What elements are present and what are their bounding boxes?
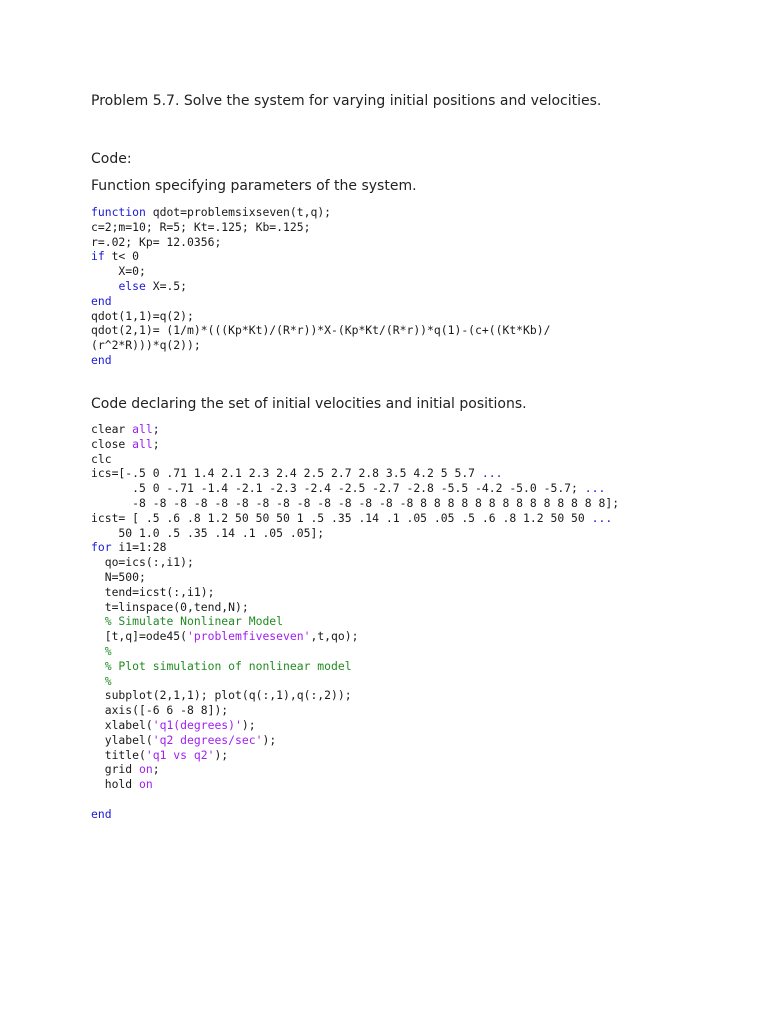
code-string: all xyxy=(132,422,153,436)
code-keyword: else xyxy=(118,278,146,293)
code-line xyxy=(91,279,550,294)
code-line xyxy=(91,249,550,264)
code-line xyxy=(91,309,550,324)
code-line xyxy=(91,644,619,659)
code-keyword: end xyxy=(91,352,112,367)
code-line xyxy=(91,511,619,526)
code-line xyxy=(91,264,550,279)
code-text: t=linspace(0,tend,N); xyxy=(91,599,249,614)
code-line xyxy=(91,762,619,777)
code-text: axis([-6 6 -8 8]); xyxy=(91,703,229,718)
code-comment: % Plot simulation of nonlinear model xyxy=(104,658,352,673)
code-text: N=500; xyxy=(91,569,146,584)
code-line xyxy=(91,220,550,235)
code-comment: % Simulate Nonlinear Model xyxy=(104,614,284,629)
code-line xyxy=(91,353,550,368)
code-text: X=0; xyxy=(91,264,146,279)
code-text: (r^2*R)))*q(2)); xyxy=(91,338,201,353)
code-text: close xyxy=(91,436,133,451)
code-line xyxy=(91,718,619,733)
code-text: qdot=problemsixseven(t,q); xyxy=(145,205,332,219)
code-keyword: if xyxy=(91,249,105,264)
code-line xyxy=(91,526,619,541)
code-text: -8 -8 -8 -8 -8 -8 -8 -8 -8 -8 -8 -8 -8 -8 8 8 8 8 8 8 8 8 8 8 8 8 8 8]; xyxy=(91,495,620,510)
code-line xyxy=(91,323,550,338)
code-line xyxy=(91,452,619,467)
code-line xyxy=(91,614,619,629)
code-text: qo=ics(:,i1); xyxy=(91,555,194,570)
code-line xyxy=(91,205,550,220)
code-text: ,t,qo); xyxy=(310,629,359,644)
code-keyword: ... xyxy=(591,510,613,525)
code-line xyxy=(91,600,619,615)
code-line xyxy=(91,294,550,309)
code-text: grid xyxy=(91,762,140,777)
code-text: tend=icst(:,i1); xyxy=(91,584,215,599)
code-text: t< 0 xyxy=(104,249,140,264)
code-line xyxy=(91,585,619,600)
code-string: 'q1 vs q2' xyxy=(145,747,215,762)
code-line xyxy=(91,235,550,250)
declare-description: Code declaring the set of initial velocities and initial positions. xyxy=(91,396,527,412)
code-text: c=2;m=10; R=5; Kt=.125; Kb=.125; xyxy=(91,219,311,234)
problem-heading: Problem 5.7. Solve the system for varying initial positions and velocities. xyxy=(91,93,602,109)
code-text: hold xyxy=(91,777,140,792)
code-comment: % xyxy=(104,673,112,688)
code-string: all xyxy=(132,436,153,451)
code-text: clear xyxy=(91,422,133,436)
code-line xyxy=(91,481,619,496)
code-line xyxy=(91,703,619,718)
code-text: .5 0 -.71 -1.4 -2.1 -2.3 -2.4 -2.5 -2.7 -2.8 -5.5 -4.2 -5.0 -5.7; xyxy=(91,481,585,496)
code-text xyxy=(91,674,105,688)
code-line xyxy=(91,422,619,437)
code-keyword: for xyxy=(91,540,112,555)
code-string: on xyxy=(139,777,153,792)
code-text: [t,q]=ode45( xyxy=(91,629,188,644)
code-keyword: end xyxy=(91,806,112,821)
code-text: ics=[-.5 0 .71 1.4 2.1 2.3 2.4 2.5 2.7 2.8 3.5 4.2 5 5.7 xyxy=(91,466,482,481)
code-text: 50 1.0 .5 .35 .14 .1 .05 .05]; xyxy=(91,525,325,540)
code-text: qdot(1,1)=q(2); xyxy=(91,308,194,323)
code-line xyxy=(91,733,619,748)
code-text xyxy=(91,659,105,673)
code-text: X=.5; xyxy=(145,278,188,293)
code-string: 'problemfiveseven' xyxy=(187,629,311,644)
code-text: r=.02; Kp= 12.0356; xyxy=(91,234,222,249)
code-text: ; xyxy=(152,422,160,436)
code-text: xlabel( xyxy=(91,717,153,732)
code-line xyxy=(91,688,619,703)
code-line xyxy=(91,496,619,511)
code-text: icst= [ .5 .6 .8 1.2 50 50 50 1 .5 .35 .14 .1 .05 .05 .5 .6 .8 1.2 50 50 xyxy=(91,510,592,525)
function-description: Function specifying parameters of the system. xyxy=(91,178,417,194)
code-keyword: ... xyxy=(481,466,503,481)
code-heading: Code: xyxy=(91,151,132,167)
code-text: i1=1:28 xyxy=(111,540,167,555)
code-line xyxy=(91,437,619,452)
code-comment: % xyxy=(104,643,112,658)
code-text xyxy=(91,279,118,293)
code-line xyxy=(91,466,619,481)
code-text: ); xyxy=(262,732,277,747)
function-code-block xyxy=(91,205,550,368)
code-line xyxy=(91,674,619,689)
script-code-block xyxy=(91,422,619,822)
code-text: subplot(2,1,1); plot(q(:,1),q(:,2)); xyxy=(91,688,352,703)
code-line xyxy=(91,659,619,674)
code-line xyxy=(91,338,550,353)
code-text: clc xyxy=(91,451,112,466)
code-text xyxy=(91,644,105,658)
code-keyword: end xyxy=(91,293,112,308)
code-string: 'q1(degrees)' xyxy=(152,717,242,732)
code-keyword: function xyxy=(91,205,146,219)
code-text: ); xyxy=(241,717,256,732)
code-string: on xyxy=(139,762,153,777)
code-text: ); xyxy=(214,747,229,762)
code-line xyxy=(91,629,619,644)
code-text: qdot(2,1)= (1/m)*(((Kp*Kt)/(R*r))*X-(Kp*Kt/(R*r))*q(1)-(c+((Kt*Kb)/ xyxy=(91,323,551,338)
code-text: ylabel( xyxy=(91,732,153,747)
code-text: ; xyxy=(152,436,160,451)
code-text: title( xyxy=(91,747,146,762)
code-line xyxy=(91,777,619,792)
code-line xyxy=(91,792,619,807)
code-line xyxy=(91,555,619,570)
code-text: ; xyxy=(152,762,160,777)
code-line xyxy=(91,807,619,822)
code-line xyxy=(91,570,619,585)
code-string: 'q2 degrees/sec' xyxy=(152,732,263,747)
code-text xyxy=(91,614,105,628)
code-line xyxy=(91,748,619,763)
code-line xyxy=(91,540,619,555)
code-keyword: ... xyxy=(584,481,606,496)
